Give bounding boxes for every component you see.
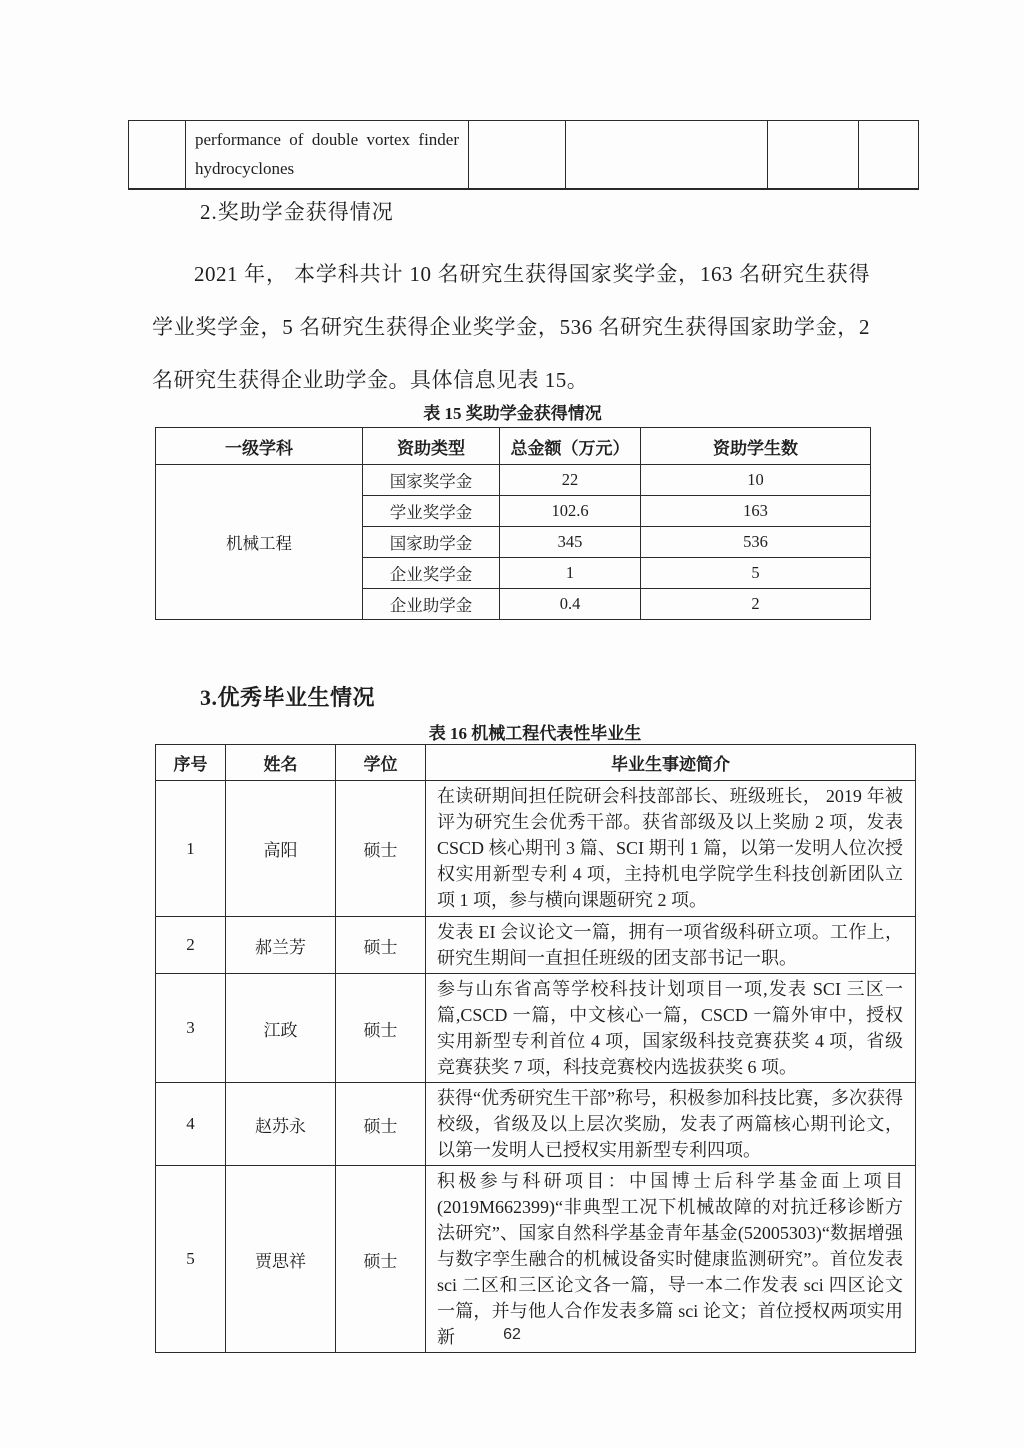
table15-scholarships: [155, 427, 871, 620]
graduate-no: 1: [156, 781, 226, 917]
table15-header-amount: 总金额（万元）: [500, 428, 641, 465]
table15-type-cell: 企业奖学金: [363, 558, 500, 589]
section2-paragraph: 2021 年， 本学科共计 10 名研究生获得国家奖学金，163 名研究生获得学业奖学金，5 名研究生获得企业奖学金，536 名研究生获得国家助学金，2 名研究生获得企业助学金。具体信息见表 15。: [152, 262, 870, 392]
table15-type-cell: 学业奖学金: [363, 496, 500, 527]
carryover-cell-empty-1: [469, 121, 566, 189]
graduate-desc: 在读研期间担任院研会科技部部长、班级班长， 2019 年被评为研究生会优秀干部。获省部级及以上奖励 2 项，发表 CSCD 核心期刊 3 篇、SCI 期刊 1 篇，以第一发明人位次授权实用新型专利 4 项，主持机电学院学生科技创新团队立项 1 项，参与横向课题研究 2 项。: [426, 781, 916, 917]
table-row: [156, 974, 916, 1083]
carryover-cell-empty-3: [768, 121, 859, 189]
graduate-name: 高阳: [226, 781, 336, 917]
graduate-degree: 硕士: [336, 974, 426, 1083]
graduate-degree: 硕士: [336, 781, 426, 917]
table-row: [156, 917, 916, 974]
table15-amount-cell: 345: [500, 527, 641, 558]
table-row: [129, 121, 919, 189]
carryover-cell-empty-4: [859, 121, 919, 189]
table15-students-cell: 536: [641, 527, 871, 558]
graduate-degree: 硕士: [336, 1166, 426, 1353]
table15-type-cell: 企业助学金: [363, 589, 500, 620]
table16-header-desc: 毕业生事迹简介: [426, 745, 916, 781]
table15-discipline-cell: 机械工程: [156, 465, 363, 620]
table15-type-cell: 国家助学金: [363, 527, 500, 558]
table-row: [156, 1083, 916, 1166]
table15-amount-cell: 1: [500, 558, 641, 589]
page-number: 62: [503, 1326, 521, 1343]
graduate-desc: 积极参与科研项目：中国博士后科学基金面上项目(2019M662399)“非典型工况下机械故障的对抗迁移诊断方法研究”、国家自然科学基金青年基金(52005303)“数据增强与数字孪生融合的机械设备实时健康监测研究”。首位发表 sci 二区和三区论文各一篇，导一本二作发表 sci 四区论文一篇，并与他人合作发表多篇 sci 论文；首位授权两项实用新: [426, 1166, 916, 1353]
table15-type-cell: 国家奖学金: [363, 465, 500, 496]
table16-header-no: 序号: [156, 745, 226, 781]
carryover-cell-index: [129, 121, 186, 189]
section3-heading: 3.优秀毕业生情况: [200, 685, 376, 710]
graduate-degree: 硕士: [336, 917, 426, 974]
table15-caption: 表 15 奖助学金获得情况: [423, 404, 602, 423]
table-row: [156, 465, 871, 496]
table16-header-row: [156, 745, 916, 781]
table15-students-cell: 163: [641, 496, 871, 527]
table15-students-cell: 10: [641, 465, 871, 496]
table16-graduates: [155, 744, 916, 1353]
table15-header-row: [156, 428, 871, 465]
carryover-cell-empty-2: [566, 121, 768, 189]
table-row: [156, 1166, 916, 1353]
carryover-table: [128, 120, 919, 190]
table-row: [156, 781, 916, 917]
table16-header-name: 姓名: [226, 745, 336, 781]
carryover-cell-title: performance of double vortex finder hydrocyclones: [186, 121, 469, 189]
table15-students-cell: 2: [641, 589, 871, 620]
graduate-name: 郝兰芳: [226, 917, 336, 974]
graduate-desc: 参与山东省高等学校科技计划项目一项,发表 SCI 三区一篇,CSCD 一篇，中文核心一篇，CSCD 一篇外审中，授权实用新型专利首位 4 项，国家级科技竞赛获奖 4 项，省级竞赛获奖 7 项，科技竞赛校内选拔获奖 6 项。: [426, 974, 916, 1083]
graduate-desc: 获得“优秀研究生干部”称号，积极参加科技比赛，多次获得校级，省级及以上层次奖励，发表了两篇核心期刊论文，以第一发明人已授权实用新型专利四项。: [426, 1083, 916, 1166]
graduate-desc: 发表 EI 会议论文一篇，拥有一项省级科研立项。工作上，研究生期间一直担任班级的团支部书记一职。: [426, 917, 916, 974]
table15-amount-cell: 0.4: [500, 589, 641, 620]
table15-header-students: 资助学生数: [641, 428, 871, 465]
graduate-no: 2: [156, 917, 226, 974]
graduate-name: 江政: [226, 974, 336, 1083]
graduate-degree: 硕士: [336, 1083, 426, 1166]
graduate-name: 赵苏永: [226, 1083, 336, 1166]
table16-caption: 表 16 机械工程代表性毕业生: [428, 724, 642, 743]
graduate-no: 3: [156, 974, 226, 1083]
graduate-name: 贾思祥: [226, 1166, 336, 1353]
table15-header-discipline: 一级学科: [156, 428, 363, 465]
table15-amount-cell: 22: [500, 465, 641, 496]
table15-amount-cell: 102.6: [500, 496, 641, 527]
table15-students-cell: 5: [641, 558, 871, 589]
table16-header-degree: 学位: [336, 745, 426, 781]
table15-header-type: 资助类型: [363, 428, 500, 465]
graduate-no: 4: [156, 1083, 226, 1166]
section2-heading: 2.奖助学金获得情况: [200, 200, 394, 224]
graduate-no: 5: [156, 1166, 226, 1353]
